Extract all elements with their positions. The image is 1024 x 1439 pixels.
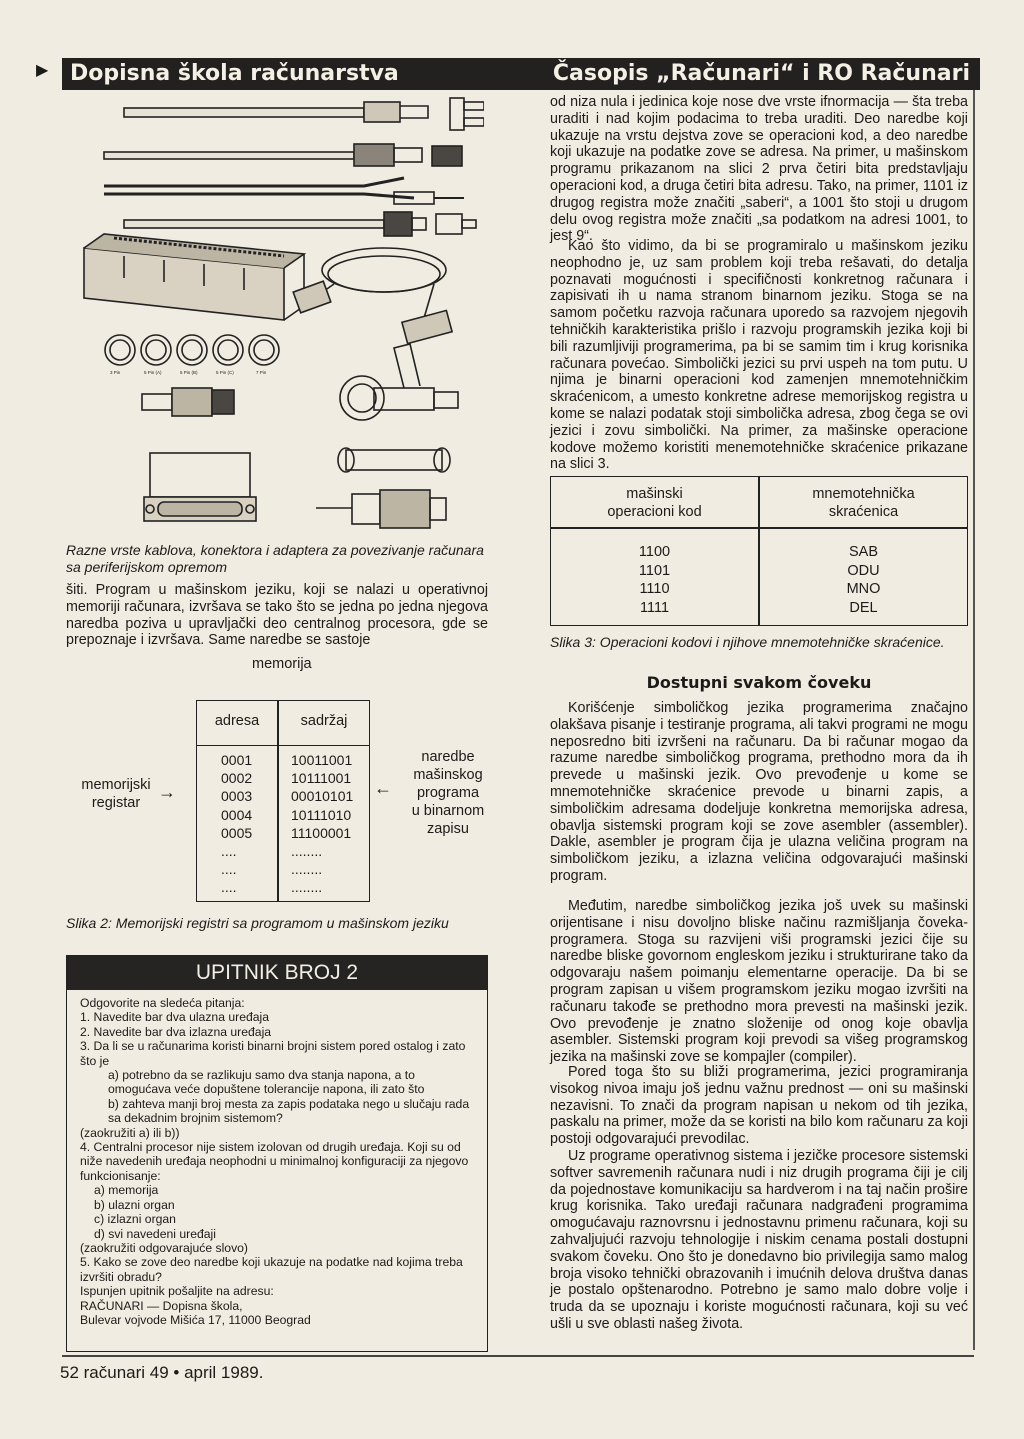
quiz-question-2: 2. Navedite bar dva izlazna uređaja [80, 1024, 272, 1039]
right-paragraph-6: Uz programe operativnog sistema i jezičke procesore sistemski softver savremenih računara nudi i niz drugih programa čiji je cilj da pojednostave komunikaciju sa hardverom i na taj način prošire krug korisnika. Tako uređaji računara nadgrađeni programima omogućavaju raznovrsnu i jednostavnu primenu računara, koji su zahvaljujući razvoju tehnologije i niskim cenama postali dostupni svakom čoveku. Ono što je donedavno bio privilegija samo malog broja visoko tehnički obrazovanih i imućnih delova društva danas je postalo opštenarodno. Potrebno je samo malo dobre volje i truda da se upoznaju i koriste mogućnosti računara, koji su već ušli u sve oblasti našeg života. [550, 1148, 968, 1332]
col-address-header: adresa [214, 713, 260, 729]
rca-plug [142, 388, 234, 416]
figure1-caption: Razne vrste kablova, konektora i adaptera za povezivanje računara sa periferijskom opremom [66, 542, 484, 575]
figure3-caption: Slika 3: Operacioni kodovi i njihove mnemotehničke skraćenice. [550, 634, 945, 650]
arrow-right-icon: → [158, 782, 176, 802]
quiz-question-4: 4. Centralni procesor nije sistem izolovan od drugih uređaja. Koji su od niže navedenih uređaja neophodni u minimalnoj konfiguraciji za njegovo funkcionisanje: [80, 1140, 469, 1183]
quiz-question-3-option-b: b) zahteva manji broj mesta za zapis podataka nego u slučaju rada sa dekadnim brojnim sistemom? [108, 1096, 470, 1126]
opcode-cell: 1110 [639, 581, 670, 597]
address-cell: .... [221, 861, 237, 878]
mnemonic-cell: ODU [847, 562, 880, 579]
quiz-question-5: 5. Kako se zove deo naredbe koji ukazuje na podatke nad kojima treba izvršiti obradu? [80, 1255, 463, 1284]
quiz-box [66, 955, 488, 1352]
din-label-5pin-c: 5 Pin (C) [216, 370, 234, 375]
address-cell: 0001 [221, 752, 253, 768]
right-paragraph-2: Kao što vidimo, da bi se programiralo u mašinskom jeziku neophodno je, uz sam problem koji treba rešavati, do detalja poznavati mogućnosti i specifičnosti konkretnog računara i zapisivati ih u nama stranom binarnom jeziku. Stoga se na samom početku razvoja računara uporedo sa razvojem njegovih tehničkih karakteristika prišlo i razvoju programskih jezika koji bi bili razumljiviji programerima, pa bi se samim tim i krug korisnika računara povećao. Simbolički jezici su prvi uspeh na tom putu. U njima je binarni operacioni kod zamenjen mnemotehničkim skraćenicom, a umesto konkretne adrese memorijskog registra u kome se nalazi podatak stoji simbolička adresa, zbog čega se ovi jezici i zovu simbolički. Na primer, za mašinske operacione kodove možemo koristiti menemotehničke skraćenice prikazane na slici 3. [550, 238, 968, 473]
coax-plug [316, 490, 446, 528]
quiz-question-1: 1. Navedite bar dva ulazna uređaja [80, 1010, 270, 1025]
machine-program-label-line: u binarnom [411, 803, 485, 819]
bottom-rule [62, 1355, 974, 1357]
header-right-title: Časopis „Računari“ i RO Računari [552, 61, 970, 86]
machine-program-label-line: naredbe [421, 749, 475, 765]
quiz-address-line1: RAČUNARI — Dopisna škola, [80, 1298, 243, 1313]
mnemonic-header: mnemotehnička skraćenica [812, 486, 915, 520]
cable-2 [104, 144, 462, 166]
memory-register-label [66, 776, 166, 812]
address-column [221, 751, 252, 897]
column-rule [973, 90, 975, 1350]
header-bar [62, 58, 980, 90]
content-cell: 10011001 [291, 752, 353, 768]
content-cell: 10111001 [291, 770, 352, 787]
quiz-question-4-option-b: b) ulazni organ [94, 1197, 175, 1212]
address-cell: .... [221, 843, 237, 860]
din-label-7pin: 7 Pin [256, 370, 267, 375]
memory-label: memorija [252, 656, 312, 672]
arrow-left-icon: ← [374, 778, 392, 798]
figure2-caption: Slika 2: Memorijski registri sa programom u mašinskom jeziku [66, 915, 449, 931]
left-paragraph: šiti. Program u mašinskom jeziku, koji se nalazi u operativnoj memoriji računara, izvršava se tako što se jedna po jedna njegova naredba poziva u upravljački deo centralnog procesora, gde se prepoznaje i izvršava. Same naredbe se sastoje [66, 582, 488, 649]
address-cell: 0005 [221, 824, 253, 841]
din-label-5pin-a: 5 Pin (A) [144, 370, 162, 375]
cable-4 [124, 212, 476, 236]
mnemonic-cell: MNO [846, 581, 881, 597]
mnemonic-cell: SAB [848, 544, 878, 560]
content-cell: 11100001 [291, 824, 352, 841]
coiled-cable [293, 248, 452, 344]
content-column [291, 751, 353, 897]
quiz-send-instruction: Ispunjen upitnik pošaljite na adresu: [80, 1284, 274, 1299]
address-cell: 0002 [221, 770, 253, 787]
opcode-column [551, 543, 758, 617]
din-label-5pin-b: 5 Pin (B) [180, 370, 198, 375]
opcode-header: mašinski operacioni kod [607, 486, 702, 520]
machine-program-label-line: mašinskog [413, 767, 483, 783]
din-label-3pin: 3 Pin [110, 370, 121, 375]
quiz-intro: Odgovorite na sledeća pitanja: [80, 996, 245, 1010]
quiz-question-4-note: (zaokružiti odgovarajuće slovo) [80, 1240, 248, 1255]
quiz-body [80, 996, 476, 1327]
opcode-table [550, 476, 968, 626]
din-connectors [105, 335, 279, 365]
page-marker-triangle: ▶ [36, 62, 49, 79]
machine-program-label-line: zapisu [427, 821, 469, 837]
right-paragraph-1: od niza nula i jedinica koje nose dve vrste ifnormacija — šta treba uraditi i nad kojim podacima to treba uraditi. Deo naredbe koji ukazuje na vrstu dejstva zove se operacioni kod, a deo naredbe koji ukazuje na podatke zove se adresa. Na primer, u mašinskom programu prikazanom na slici 2 prva četiri bita predstavljaju operacioni kod, a druga četiri bita adresu. Tako, na primer, 1101 iz drugog registra može značiti „saberi“, a 1001 što stoji u drugom delu ovog registra može značiti „sa podatkom na adresi 1001, to jest 9“. [550, 94, 968, 245]
quiz-title: UPITNIK BROJ 2 [67, 956, 487, 990]
machine-program-label-line: programa [416, 785, 480, 801]
opcode-cell: 1101 [638, 562, 671, 579]
cable-3 [104, 178, 464, 204]
header-left-title: Dopisna škola računarstva [70, 61, 399, 86]
quiz-question-4-option-a: a) memorija [94, 1183, 159, 1198]
memory-table-divider [277, 701, 279, 901]
page-footer: 52 računari 49 • april 1989. [60, 1363, 264, 1382]
address-cell: .... [221, 879, 237, 896]
address-cell: 0004 [221, 806, 253, 823]
right-paragraph-3: Korišćenje simboličkog jezika programerima značajno olakšava pisanje i testiranje programa, ali takvi programi ne mogu neposredno biti izvršeni na računaru. Da bi računar mogao da razume naredbe simboličkog programa, prethodno mora da ih prevede u mašinski jezik. Ovo prevođenje u kome se mnemotehničke skraćenice prevode u binarni zapis, a simboličkim adresama dodeljuje konkretna memorijska adresa, obavlja sistemski program koji se zove asembler (assembler). Dakle, asembler je program čija je ulazna veličina program na simboličkom jeziku, a izlazna veličina odgovarajući mašinski program. [550, 700, 968, 884]
quiz-address-line2: Bulevar vojvode Mišića 17, 11000 Beograd [80, 1312, 311, 1327]
cable-1 [124, 98, 484, 130]
opcode-cell: 1111 [639, 599, 670, 616]
opcode-cell: 1100 [638, 544, 671, 560]
content-cell: ........ [291, 861, 323, 878]
content-cell: 10111010 [291, 806, 352, 823]
mnemonic-column [760, 543, 967, 617]
quiz-question-4-option-d: d) svi navedeni uređaji [94, 1226, 216, 1241]
mnemonic-cell: DEL [849, 599, 878, 616]
memory-register-table [196, 700, 370, 902]
content-cell: 00010101 [291, 788, 354, 805]
right-paragraph-4: Međutim, naredbe simboličkog jezika još uvek su mašinski orijentisane i nisu dovoljno bliske načinu razmišljanja čoveka-programera. Stoga su razvijeni viši programski jezici čije su naredbe bliske govornom engleskom jeziku i strukturirane tako da odgovaraju našem poimanju elementarne operacije. Da bi se program zapisan u višem programskom jeziku mogao izvršiti na računaru takođe se prethodno mora prevesti na mašinski jezik. Ovo prevođenje je znatno složenije od onog koje obavlja asembler. Sistemski program koji prevodi sa višeg programskog jezika na mašinski zove se kompajler (compiler). [550, 898, 968, 1066]
content-cell: ........ [291, 879, 323, 896]
cables-connectors-illustration [64, 88, 484, 538]
right-paragraph-5: Pored toga što su bliži programerima, jezici programiranja visokog nivoa imaju još jednu važnu prednost — oni su mašinski nezavisni. To znači da program napisan u nekom od tih jezika, paskalu na primer, može da se koristi na bilo kom računaru za koji postoji odgovarajući prevodilac. [550, 1064, 968, 1148]
address-cell: 0003 [221, 788, 253, 805]
memory-register-label-line1: memorijski [81, 777, 151, 793]
dsub25-connector [144, 453, 256, 521]
edge-connector [84, 234, 304, 320]
quiz-question-3: 3. Da li se u računarima koristi binarni brojni sistem pored ostalog i zato što je [80, 1039, 466, 1068]
machine-program-label [400, 748, 496, 838]
memory-register-label-line2: registar [91, 795, 141, 811]
bnc-t-adapter [340, 344, 458, 420]
section-subheading: Dostupni svakom čoveku [646, 673, 872, 692]
col-content-header: sadržaj [300, 713, 348, 729]
quiz-question-3-option-a: a) potrebno da se razlikuju samo dva stanja napona, a to omogućava veće dopuštene tolerancije napona, ili zato što [108, 1068, 425, 1097]
quiz-question-4-option-c: c) izlazni organ [94, 1212, 176, 1227]
barrel-adapter [338, 448, 450, 472]
quiz-question-3-note: (zaokružiti a) ili b)) [80, 1125, 180, 1140]
content-cell: ........ [291, 843, 323, 860]
